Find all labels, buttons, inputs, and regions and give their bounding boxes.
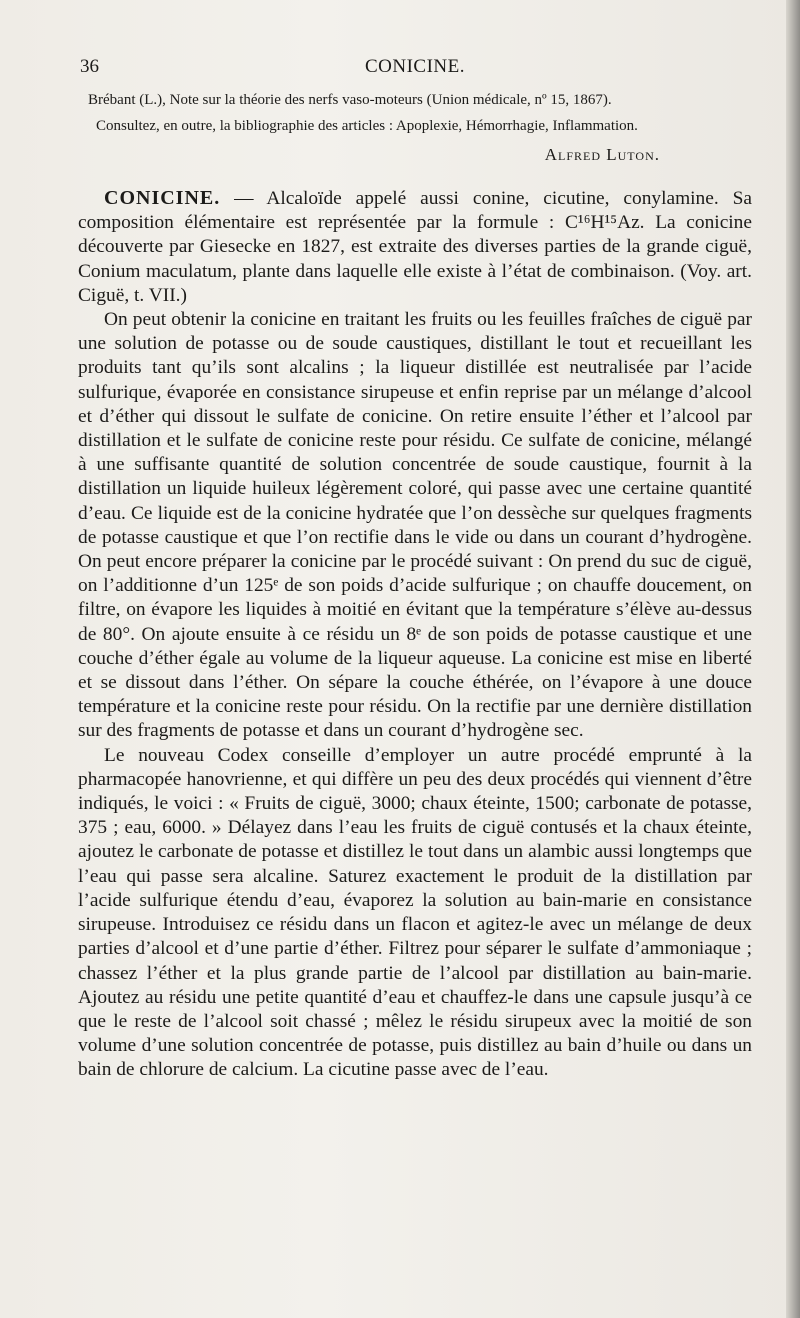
bibliography-line-1: Brébant (L.), Note sur la théorie des nerfs vaso-moteurs (Union médicale, nº 15, 1867).: [88, 92, 612, 108]
article-body: [78, 186, 752, 1083]
paragraph-preparation: On peut obtenir la conicine en traitant les fruits ou les feuilles fraîches de ciguë par une solution de potasse ou de soude caustiques, distillant le tout et recueillant les produits tant qu’ils sont alcalins ; la liqueur distillée est neutralisée par l’acide sulfurique, évaporée en consistance sirupeuse et enfin reprise par un mélange d’alcool et d’éther qui dissout le sulfate de conicine. On retire ensuite l’éther et l’alcool par distillation et le sulfate de conicine reste pour résidu. Ce sulfate de conicine, mélangé à une suffisante quantité de solution concentrée de soude caustique, fournit à la distillation un liquide huileux légèrement coloré, qui passe avec une certaine quantité d’eau. Ce liquide est de la conicine hydratée que l’on dessèche sur quelques fragments de potasse caustique et que l’on rectifie dans le vide ou dans un courant d’hydrogène. On peut encore préparer la conicine par le procédé suivant : On prend du suc de ciguë, on l’additionne d’un 125ᵉ de son poids d’acide sulfurique ; on chauffe doucement, on filtre, on évapore les liquides à moitié en évitant que la température s’élève au-dessus de 80°. On ajoute ensuite à ce résidu un 8ᵉ de son poids de potasse caustique et une couche d’éther égale au volume de la liqueur aqueuse. La conicine est mise en liberté et se dissout dans l’éther. On sépare la couche éthérée, on l’évapore à une douce température et la conicine reste pour résidu. On la rectifie par une dernière distillation sur des fragments de potasse et dans un courant d’hydrogène sec.: [78, 309, 752, 742]
running-title: CONICINE.: [364, 56, 466, 77]
author-signature: Alfred Luton.: [544, 145, 660, 164]
page-number: 36: [80, 56, 99, 77]
paragraph-codex: Le nouveau Codex conseille d’employer un autre procédé emprunté à la pharmacopée hanovrienne, et qui diffère un peu des deux procédés qui viennent d’être indiqués, le voici : « Fruits de ciguë, 3000; chaux éteinte, 1500; carbonate de potasse, 375 ; eau, 6000. » Délayez dans l’eau les fruits de ciguë contusés et la chaux éteinte, ajoutez le carbonate de potasse et distillez le tout dans un alambic aussi longtemps que l’eau qui passe sera alcaline. Saturez exactement le produit de la distillation par l’acide sulfurique étendu d’eau, évaporez la solution au bain-marie en consistance sirupeuse. Introduisez ce résidu dans un flacon et agitez-le avec un mélange de deux parties d’alcool et d’une partie d’éther. Filtrez pour séparer le sulfate d’ammoniaque ; chassez l’éther et la plus grande partie de l’alcool par distillation au bain-marie. Ajoutez au résidu une petite quantité d’eau et chauffez-le dans une capsule jusqu’à ce que le reste de l’alcool soit chassé ; mêlez le résidu sirupeux avec la moitié de son volume d’une solution concentrée de potasse, puis distillez au bain d’huile ou dans un bain de chlorure de calcium. La cicutine passe avec de l’eau.: [78, 744, 752, 1081]
bibliography-line-2: Consultez, en outre, la bibliographie des articles : Apoplexie, Hémorrhagie, Inflammation.: [96, 118, 638, 134]
paragraph-intro-text: — Alcaloïde appelé aussi conine, cicutine, conylamine. Sa composition élémentaire est représentée par la formule : C¹⁶H¹⁵Az. La conicine découverte par Giesecke en 1827, est extraite des diverses parties de la grande ciguë, Conium maculatum, plante dans laquelle elle existe à l’état de combinaison. (Voy. art. Ciguë, t. VII.): [78, 188, 752, 306]
page-edge: [786, 0, 800, 1318]
entry-heading: CONICINE.: [104, 187, 221, 209]
paragraph-intro: [78, 186, 752, 308]
page-header: [80, 56, 750, 84]
